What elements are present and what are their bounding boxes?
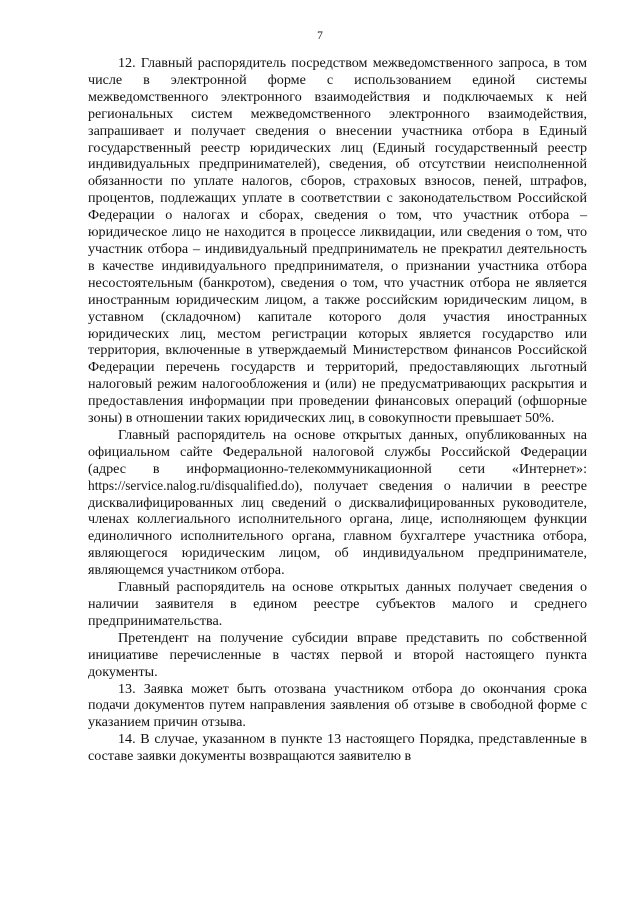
paragraph-fns-disqualified bbox=[88, 427, 587, 579]
document-body bbox=[88, 55, 587, 765]
disqualified-registry-link[interactable]: https://service.nalog.ru/disqualified.do bbox=[88, 477, 295, 493]
paragraph-12: 12. Главный распорядитель посредством межведомственного запроса, в том числе в электронной форме с использованием единой системы межведомственного электронного взаимодействия и подключаемых к ней региональных систем межведомственного электронного взаимодействия, запрашивает и получает сведения о внесении участника отбора в Единый государственный реестр юридических лиц (Единый государственный реестр индивидуальных предпринимателей), сведения, об отсутствии неисполненной обязанности по уплате налогов, сборов, страховых взносов, пеней, штрафов, процентов, подлежащих уплате в соответствии с законодательством Российской Федерации о налогах и сборах, сведения о том, что участник отбора – юридическое лицо не находится в процессе ликвидации, или сведения о том, что участник отбора – индивидуальный предприниматель не прекратил деятельность в качестве индивидуального предпринимателя, о признании участника отбора несостоятельным (банкротом), сведения о том, что участник отбора не является иностранным юридическим лицом, а также российским юридическим лицом, в уставном (складочном) капитале которого доля участия иностранных юридических лиц, местом регистрации которых является государство или территория, включенные в утверждаемый Министерством финансов Российской Федерации перечень государств и территорий, предоставляющих льготный налоговый режим налогообложения и (или) не предусматривающих раскрытия и предоставления информации при проведении финансовых операций (офшорные зоны) в отношении таких юридических лиц, в совокупности превышает 50%. bbox=[88, 55, 587, 427]
paragraph-14: 14. В случае, указанном в пункте 13 настоящего Порядка, представленные в составе заявки документы возвращаются заявителю в bbox=[88, 731, 587, 765]
page-number: 7 bbox=[317, 30, 323, 42]
paragraph-text: ), получает сведения о наличии в реестре дисквалифицированных лиц сведений о дисквалифицированных руководителе, членах коллегиального исполнительного органа, лице, исполняющем функции единоличного исполнительного органа, главном бухгалтере участника отбора, являющегося юридическим лицом, об индивидуальном предпринимателе, являющемся участником отбора. bbox=[88, 477, 587, 579]
paragraph-text: Главный распорядитель на основе открытых данных, опубликованных на официальном сайте Федеральной налоговой службы Российской Федерации (адрес в информационно-телекоммуникационной сети «Интернет»: bbox=[88, 426, 587, 477]
paragraph-13: 13. Заявка может быть отозвана участником отбора до окончания срока подачи документов путем направления заявления об отзыве в свободной форме с указанием причин отзыва. bbox=[88, 680, 587, 731]
paragraph-applicant-initiative: Претендент на получение субсидии вправе представить по собственной инициативе перечисленные в частях первой и второй настоящего пункта документы. bbox=[88, 629, 587, 680]
paragraph-sme-registry: Главный распорядитель на основе открытых данных получает сведения о наличии заявителя в едином реестре субъектов малого и среднего предпринимательства. bbox=[88, 579, 587, 629]
